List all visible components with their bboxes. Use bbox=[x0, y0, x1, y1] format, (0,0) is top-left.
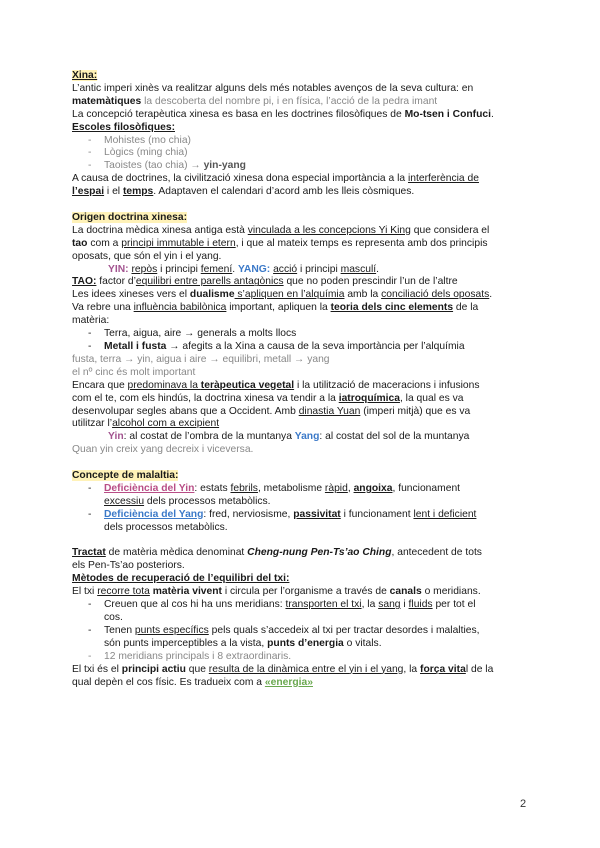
note-line: Quan yin creix yang decreix i viceversa. bbox=[72, 444, 254, 456]
section-heading-origen: Origen doctrina xinesa: bbox=[72, 211, 188, 223]
paragraph: L’antic imperi xinès va realitzar alguns dels més notables avenços de la seva cultura: en bbox=[72, 82, 474, 94]
subheading-escoles: Escoles filosòfiques: bbox=[72, 121, 175, 133]
paragraph: Encara que predominava la teràpeutica vegetal i la utilització de maceracions i infusions bbox=[72, 379, 480, 391]
list-item: - Deficiència del Yin: estats febrils, metabolisme ràpid, angoixa, funcionament excessiu dels processos metabòlics. bbox=[72, 483, 530, 509]
tao-line: TAO: factor d’equilibri entre parells antagònics que no poden prescindir l’un de l’altre bbox=[72, 276, 458, 288]
elements-list bbox=[72, 328, 530, 354]
note-line: fusta, terra → yin, aigua i aire → equilibri, metall → yang bbox=[72, 353, 330, 365]
list-item: - 12 meridians principals i 8 extraordinaris. bbox=[72, 651, 530, 664]
list-item: - Deficiència del Yang: fred, nerviosisme, passivitat i funcionament lent i deficient dels processos metabòlics. bbox=[72, 509, 530, 535]
paragraph: qual depèn el cos físic. Es tradueix com a «energia» bbox=[72, 676, 313, 688]
section-heading-metodes: Mètodes de recuperació de l’equilibri del txi: bbox=[72, 573, 290, 585]
paragraph: matemàtiques la descoberta del nombre pi, i en física, l’acció de la pedra imant bbox=[72, 95, 438, 107]
paragraph: Tractat de matèria mèdica denominat Cheng-nung Pen-Ts’ao Ching, antecedent de tots bbox=[72, 547, 482, 559]
list-item: - Lògics (ming chia) bbox=[72, 147, 530, 160]
list-item: - Terra, aigua, aire → generals a molts llocs bbox=[72, 328, 530, 341]
list-item: - Metall i fusta → afegits a la Xina a causa de la seva importància per l’alquímia bbox=[72, 341, 530, 354]
section-heading-xina: Xina: bbox=[72, 70, 98, 81]
paragraph: utilitzar l’alcohol com a excipient bbox=[72, 418, 220, 430]
paragraph: com el te, com els hindús, la doctrina xinesa va tendir a la iatroquímica, la qual es va bbox=[72, 392, 464, 404]
paragraph: matèria: bbox=[72, 315, 110, 327]
paragraph: La concepció terapèutica xinesa es basa en les doctrines filosòfiques de Mo-tsen i Confuci. bbox=[72, 108, 494, 120]
paragraph: oposats, que són el yin i el yang. bbox=[72, 250, 222, 262]
list-item: - Taoistes (tao chia) → yin-yang bbox=[72, 160, 530, 173]
page-number: 2 bbox=[520, 798, 527, 810]
meridians-list bbox=[72, 599, 530, 664]
paragraph: Les idees xineses vers el dualisme s’apliquen en l’alquímia amb la conciliació dels oposats. bbox=[72, 289, 493, 301]
paragraph: l’espai i el temps. Adaptaven el calendari d’acord amb les lleis còsmiques. bbox=[72, 186, 415, 198]
paragraph: tao com a principi immutable i etern, i que al mateix temps es representa amb dos principis bbox=[72, 237, 488, 249]
paragraph: els Pen-Ts’ao posteriors. bbox=[72, 560, 185, 572]
paragraph: desenvolupar segles abans que a Occident. Amb dinastia Yuan (imperi mitjà) que es va bbox=[72, 405, 471, 417]
list-item: - Creuen que al cos hi ha uns meridians: transporten el txi, la sang i fluids per tot el cos. bbox=[72, 599, 530, 625]
section-heading-malaltia: Concepte de malaltia: bbox=[72, 470, 179, 482]
paragraph: La doctrina mèdica xinesa antiga està vinculada a les concepcions Yi King que considera el bbox=[72, 224, 490, 236]
document-page bbox=[72, 70, 530, 689]
paragraph: A causa de doctrines, la civilització xinesa dona especial importància a la interferència de bbox=[72, 173, 479, 185]
paragraph: El txi és el principi actiu que resulta de la dinàmica entre el yin i el yang, la força vital de la bbox=[72, 663, 494, 675]
paragraph: Va rebre una influència babilònica important, apliquen la teoria dels cinc elements de la bbox=[72, 302, 479, 314]
paragraph: El txi recorre tota matèria vivent i circula per l’organisme a través de canals o meridians. bbox=[72, 586, 481, 598]
malaltia-list bbox=[72, 483, 530, 535]
list-item: - Mohistes (mo chia) bbox=[72, 135, 530, 148]
note-line: el nº cinc és molt important bbox=[72, 366, 196, 378]
list-item: - Tenen punts específics pels quals s’accedeix al txi per tractar desordes i malalties, són punts imperceptibles a la vista, punts d’energia o vitals. bbox=[72, 625, 530, 651]
escoles-list bbox=[72, 135, 530, 174]
yin-yang-mountain-line: Yin: al costat de l’ombra de la muntanya Yang: al costat del sol de la muntanya bbox=[108, 431, 470, 443]
yin-yang-line: YIN: repòs i principi femení. YANG: acció i principi masculí. bbox=[108, 263, 379, 275]
